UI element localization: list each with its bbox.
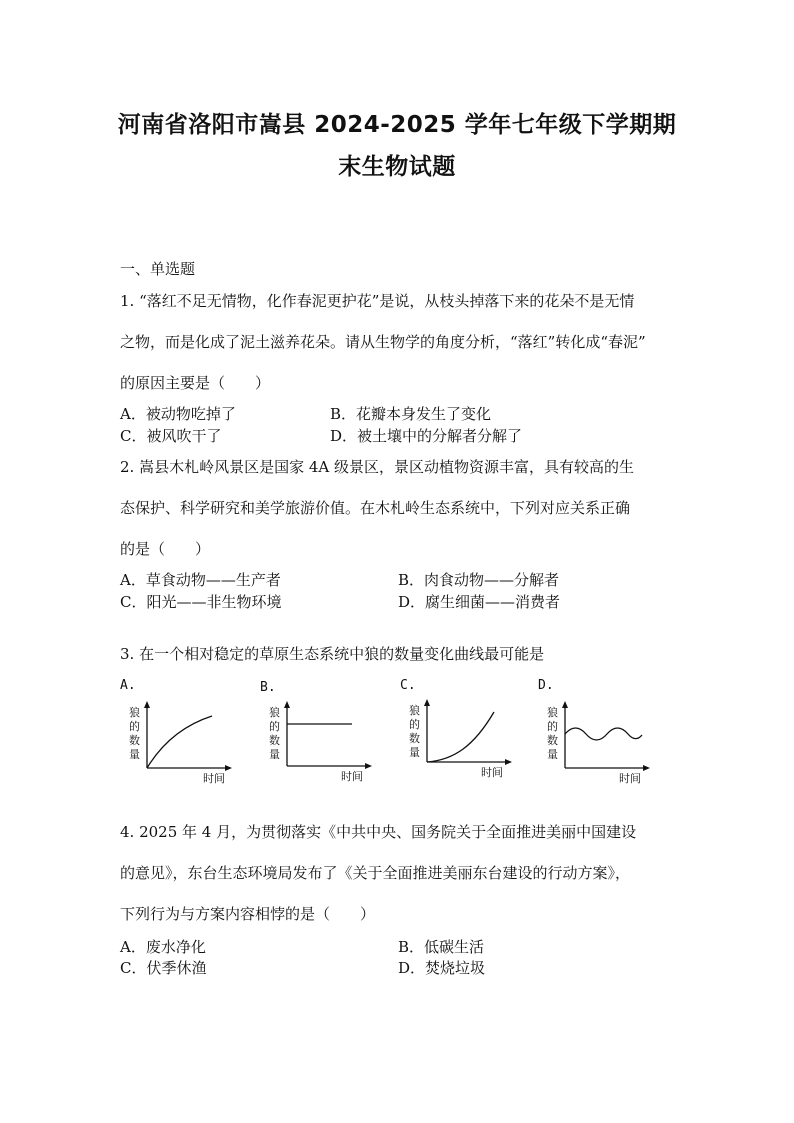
graph-c-ylabel-3: 数 [409, 732, 420, 745]
graph-c-curve [427, 712, 494, 762]
graph-a-ylabel-1: 狼 [129, 706, 140, 719]
graph-a-curve [147, 716, 212, 768]
q1-option-b: B．花瓣本身发生了变化 [330, 405, 492, 423]
graph-d-x-arrow [643, 765, 650, 771]
q4-stem-line-2: 的意见》，东台生态环境局发布了《关于全面推进美丽东台建设的行动方案》， [120, 864, 631, 882]
q3-graph-b [266, 700, 376, 786]
graph-d-ylabel-2: 的 [547, 720, 558, 733]
graph-b-ylabel-1: 狼 [269, 706, 280, 719]
graph-d-curve [565, 728, 642, 740]
q3-graph-a-letter: A. [120, 678, 136, 693]
q3-graph-c-letter: C. [400, 678, 416, 693]
q4-option-d: D．焚烧垃圾 [398, 959, 486, 977]
q3-graph-b-letter: B. [260, 680, 276, 695]
graph-c-ylabel-4: 量 [409, 746, 420, 759]
graph-c-xlabel: 时间 [481, 766, 503, 779]
graph-c-x-arrow [505, 759, 512, 765]
graph-b-ylabel-3: 数 [269, 734, 280, 747]
document-title-line-1: 河南省洛阳市嵩县 2024-2025 学年七年级下学期期 [117, 112, 677, 138]
graph-d-y-arrow [562, 701, 568, 708]
graph-b-ylabel-2: 的 [269, 720, 280, 733]
q2-stem-line-1: 2. 嵩县木札岭风景区是国家 4A 级景区，景区动植物资源丰富，具有较高的生 [120, 458, 634, 476]
graph-c-ylabel-2: 的 [409, 718, 420, 731]
graph-b-xlabel: 时间 [341, 770, 363, 783]
q3-graph-c [406, 698, 516, 784]
section-heading: 一、单选题 [120, 260, 196, 278]
graph-a-ylabel-4: 量 [129, 748, 140, 761]
q2-stem-line-2: 态保护、科学研究和美学旅游价值。在木札岭生态系统中，下列对应关系正确 [120, 499, 631, 517]
graph-b-ylabel-4: 量 [269, 748, 280, 761]
q4-option-b: B．低碳生活 [398, 938, 485, 956]
q4-stem-line-1: 4. 2025 年 4 月，为贯彻落实《中共中央、国务院关于全面推进美丽中国建设 [120, 823, 637, 841]
graph-a-x-arrow [225, 765, 232, 771]
q1-stem-line-1: 1. “落红不足无情物，化作春泥更护花”是说，从枝头掉落下来的花朵不是无情 [120, 292, 635, 310]
graph-d-ylabel-3: 数 [547, 734, 558, 747]
q4-option-a: A．废水净化 [120, 938, 206, 956]
q4-stem-line-3: 下列行为与方案内容相悖的是（ ） [120, 905, 376, 923]
graph-d-ylabel-1: 狼 [547, 706, 558, 719]
q1-option-c: C．被风吹干了 [120, 427, 222, 445]
q3-graph-a [126, 700, 236, 786]
graph-d-xlabel: 时间 [619, 772, 641, 785]
graph-c-ylabel-1: 狼 [409, 704, 420, 717]
q3-graph-d-letter: D. [538, 678, 554, 693]
q4-option-c: C．伏季休渔 [120, 959, 207, 977]
q3-graph-d [544, 700, 654, 786]
q2-option-b: B．肉食动物——分解者 [398, 571, 560, 589]
graph-b-y-arrow [284, 701, 290, 708]
q1-stem-line-2: 之物，而是化成了泥土滋养花朵。请从生物学的角度分析，“落红”转化成“春泥” [120, 333, 646, 351]
q3-stem: 3. 在一个相对稳定的草原生态系统中狼的数量变化曲线最可能是 [120, 645, 545, 663]
q1-stem-line-3: 的原因主要是（ ） [120, 374, 271, 392]
q2-stem-line-3: 的是（ ） [120, 540, 211, 558]
graph-a-xlabel: 时间 [203, 772, 225, 785]
graph-a-y-arrow [144, 701, 150, 708]
q2-option-d: D．腐生细菌——消费者 [398, 593, 561, 611]
q1-option-a: A．被动物吃掉了 [120, 405, 236, 423]
q1-option-d: D．被土壤中的分解者分解了 [330, 427, 523, 445]
graph-d-ylabel-4: 量 [547, 748, 558, 761]
graph-a-ylabel-2: 的 [129, 720, 140, 733]
graph-a-ylabel-3: 数 [129, 734, 140, 747]
graph-b-x-arrow [365, 763, 372, 769]
document-title-line-2: 末生物试题 [338, 154, 456, 180]
q2-option-a: A．草食动物——生产者 [120, 571, 281, 589]
graph-c-y-arrow [424, 699, 430, 706]
q2-option-c: C．阳光——非生物环境 [120, 593, 282, 611]
